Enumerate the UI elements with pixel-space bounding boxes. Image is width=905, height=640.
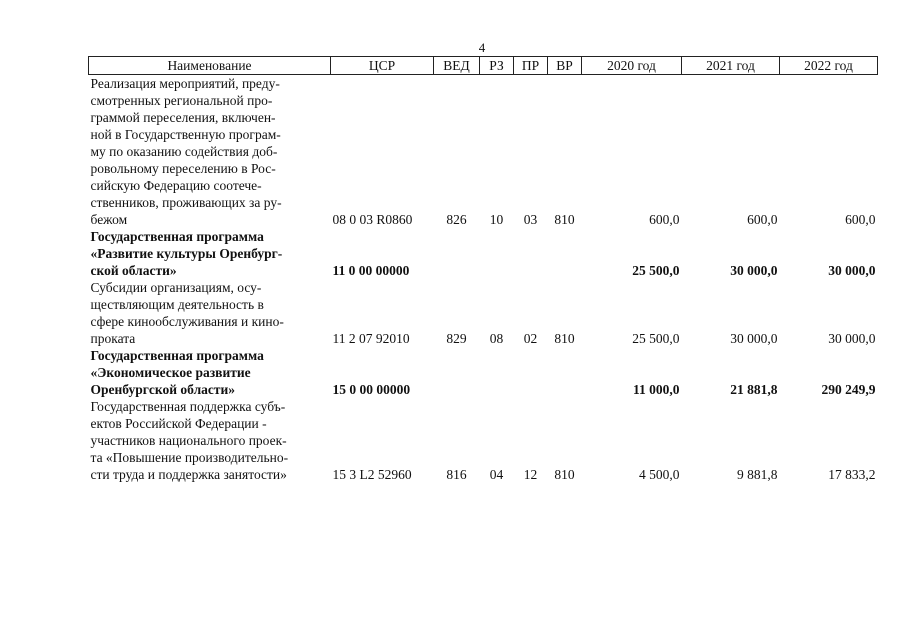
row-pr: 02 [523,331,538,346]
row-name-line: сийскую Федерацию соотече- [90,178,262,193]
row-vr: 810 [554,212,575,227]
table-row [89,228,878,279]
row-vr [548,347,582,398]
row-name-line: ектов Российской Федерации - [90,416,267,431]
row-name [89,75,331,229]
row-csr: 08 0 03 R0860 [332,212,413,227]
row-2021: 600,0 [747,212,778,227]
row-name-line: Государственная поддержка субъ- [90,399,286,414]
page-number: 4 [478,40,486,55]
header-vr: ВР [548,57,582,75]
header-2020: 2020 год [582,57,682,75]
row-name-line: Оренбургской области» [90,382,236,397]
row-name-line: Государственная программа [90,229,264,244]
row-name [89,347,331,398]
header-rz: РЗ [480,57,514,75]
row-name-line: сфере кинообслуживания и кино- [90,314,284,329]
row-vr: 810 [554,331,575,346]
row-ved [434,347,480,398]
row-2022: 30 000,0 [828,263,876,278]
row-name [89,279,331,347]
row-vr [548,228,582,279]
row-ved: 826 [446,212,467,227]
row-name-line: проката [90,331,136,346]
header-ved: ВЕД [434,57,480,75]
row-name-line: му по оказанию содействия доб- [90,144,278,159]
table-row [89,398,878,483]
row-name [89,398,331,483]
row-2022: 290 249,9 [821,382,876,397]
row-2021: 30 000,0 [730,331,778,346]
row-rz: 04 [489,467,504,482]
row-name-line: «Экономическое развитие [90,365,251,380]
header-pr: ПР [514,57,548,75]
row-2020: 600,0 [649,212,680,227]
table-row [89,347,878,398]
row-2021: 9 881,8 [737,467,778,482]
row-2020: 4 500,0 [639,467,680,482]
row-csr: 11 0 00 00000 [332,263,410,278]
row-name-line: ской области» [90,263,177,278]
table-row [89,75,878,229]
row-rz [480,228,514,279]
row-rz [480,347,514,398]
row-name-line: ной в Государственную програм- [90,127,281,142]
row-2020: 25 500,0 [632,263,680,278]
row-name-line: смотренных региональной про- [90,93,273,108]
row-pr [514,347,548,398]
row-ved: 829 [446,331,467,346]
header-csr: ЦСР [331,57,434,75]
row-csr: 11 2 07 92010 [332,331,410,346]
row-csr: 15 0 00 00000 [332,382,411,397]
row-pr [514,228,548,279]
budget-table [88,56,878,483]
table-header-row [89,57,878,75]
row-ved [434,228,480,279]
row-name-line: ственников, проживающих за ру- [90,195,282,210]
row-csr: 15 3 L2 52960 [332,467,412,482]
row-vr: 810 [554,467,575,482]
row-name-line: «Развитие культуры Оренбург- [90,246,283,261]
header-2021: 2021 год [682,57,780,75]
header-name: Наименование [89,57,331,75]
row-ved: 816 [446,467,467,482]
row-rz: 10 [489,212,504,227]
row-name-line: Государственная программа [90,348,264,363]
row-pr: 12 [523,467,538,482]
row-name-line: Субсидии организациям, осу- [90,280,262,295]
header-2022: 2022 год [780,57,878,75]
row-name-line: Реализация мероприятий, преду- [90,76,280,91]
table-row [89,279,878,347]
row-2021: 21 881,8 [730,382,778,397]
row-rz: 08 [489,331,504,346]
row-name-line: та «Повышение производительно- [90,450,289,465]
row-name-line: граммой переселения, включен- [90,110,276,125]
row-name-line: ществляющим деятельность в [90,297,264,312]
row-name [89,228,331,279]
row-name-line: сти труда и поддержка занятости» [90,467,287,482]
row-2020: 11 000,0 [632,382,680,397]
row-2022: 17 833,2 [828,467,876,482]
row-name-line: бежом [90,212,128,227]
row-pr: 03 [523,212,538,227]
table-body [89,75,878,484]
row-2020: 25 500,0 [632,331,680,346]
row-name-line: участников национального проек- [90,433,287,448]
row-name-line: ровольному переселению в Рос- [90,161,276,176]
row-2022: 600,0 [845,212,876,227]
row-2021: 30 000,0 [730,263,778,278]
row-2022: 30 000,0 [828,331,876,346]
